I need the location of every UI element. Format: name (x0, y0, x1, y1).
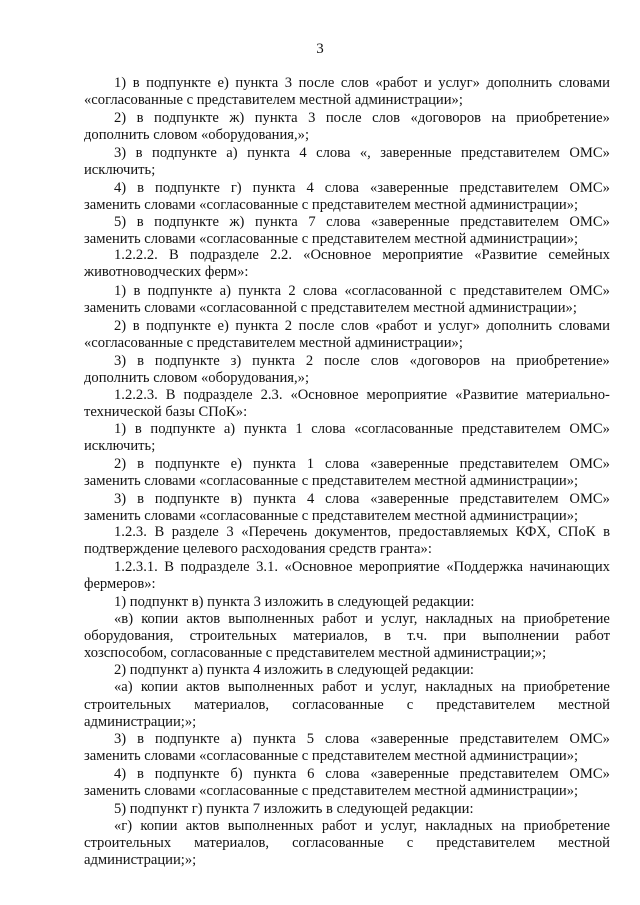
text-line: животноводческих ферм»: (84, 264, 249, 280)
text-line: «в) копии актов выполненных работ и услуг, накладных на приобретение (114, 611, 610, 627)
text-line: «а) копии актов выполненных работ и услуг, накладных на приобретение (114, 679, 610, 695)
text-line: 3) в подпункте а) пункта 4 слова «, заверенные представителем ОМС» (114, 145, 610, 161)
text-line: исключить; (84, 162, 156, 178)
text-line: технической базы СПоК»: (84, 404, 248, 420)
text-line: заменить словами «согласованные с представителем местной администрации»; (84, 197, 579, 213)
text-line: 2) подпункт а) пункта 4 изложить в следующей редакции: (114, 662, 474, 678)
text-line: заменить словами «согласованной с представителем местной администрации»; (84, 300, 577, 316)
text-line: 4) в подпункте б) пункта 6 слова «заверенные представителем ОМС» (114, 766, 610, 782)
text-line: исключить; (84, 438, 156, 454)
text-line: строительных материалов, согласованные с представителем местной (84, 835, 610, 851)
text-line: заменить словами «согласованные с представителем местной администрации»; (84, 748, 579, 764)
text-line: 1.2.2.3. В подразделе 2.3. «Основное мероприятие «Развитие материально- (114, 387, 610, 403)
text-line: 3) в подпункте а) пункта 5 слова «заверенные представителем ОМС» (114, 731, 610, 747)
page-number: 3 (316, 41, 324, 57)
text-line: 3) в подпункте в) пункта 4 слова «заверенные представителем ОМС» (114, 491, 610, 507)
text-line: подтверждение целевого расходования средств гранта»: (84, 541, 432, 557)
text-line: 2) в подпункте е) пункта 2 после слов «работ и услуг» дополнить словами (114, 318, 610, 334)
text-line: дополнить словом «оборудования,»; (84, 127, 309, 143)
text-line: администрации;»; (84, 714, 197, 730)
text-line: 3) в подпункте з) пункта 2 после слов «договоров на приобретение» (114, 353, 610, 369)
text-line: «согласованные с представителем местной администрации»; (84, 92, 463, 108)
text-line: 1.2.3.1. В подразделе 3.1. «Основное мероприятие «Поддержка начинающих (114, 559, 610, 575)
text-line: дополнить словом «оборудования,»; (84, 370, 309, 386)
text-line: «г) копии актов выполненных работ и услуг, накладных на приобретение (114, 818, 610, 834)
text-line: 1) в подпункте е) пункта 3 после слов «работ и услуг» дополнить словами (114, 75, 610, 91)
text-line: заменить словами «согласованные с представителем местной администрации»; (84, 508, 579, 524)
text-line: заменить словами «согласованные с представителем местной администрации»; (84, 473, 579, 489)
text-line: 2) в подпункте е) пункта 1 слова «заверенные представителем ОМС» (114, 456, 610, 472)
text-line: 1.2.2.2. В подразделе 2.2. «Основное мероприятие «Развитие семейных (114, 247, 610, 263)
text-line: 1) в подпункте а) пункта 2 слова «согласованной с представителем ОМС» (114, 283, 610, 299)
text-line: 4) в подпункте г) пункта 4 слова «заверенные представителем ОМС» (114, 180, 610, 196)
text-line: оборудования, строительных материалов, в т.ч. при выполнении работ (84, 628, 610, 644)
text-line: 2) в подпункте ж) пункта 3 после слов «договоров на приобретение» (114, 110, 610, 126)
text-line: заменить словами «согласованные с представителем местной администрации»; (84, 783, 579, 799)
text-line: 5) в подпункте ж) пункта 7 слова «заверенные представителем ОМС» (114, 214, 610, 230)
text-line: 5) подпункт г) пункта 7 изложить в следующей редакции: (114, 801, 474, 817)
text-line: «согласованные с представителем местной администрации»; (84, 335, 463, 351)
text-line: 1) в подпункте а) пункта 1 слова «согласованные представителем ОМС» (114, 421, 610, 437)
text-line: 1.2.3. В разделе 3 «Перечень документов, предоставляемых КФХ, СПоК в (114, 524, 610, 540)
text-line: 1) подпункт в) пункта 3 изложить в следующей редакции: (114, 594, 475, 610)
text-line: администрации;»; (84, 852, 197, 868)
text-line: хозспособом, согласованные с представителем местной администрации;»; (84, 645, 547, 661)
text-line: заменить словами «согласованные с представителем местной администрации»; (84, 231, 579, 247)
text-line: фермеров»: (84, 576, 156, 592)
text-line: строительных материалов, согласованные с представителем местной (84, 697, 610, 713)
